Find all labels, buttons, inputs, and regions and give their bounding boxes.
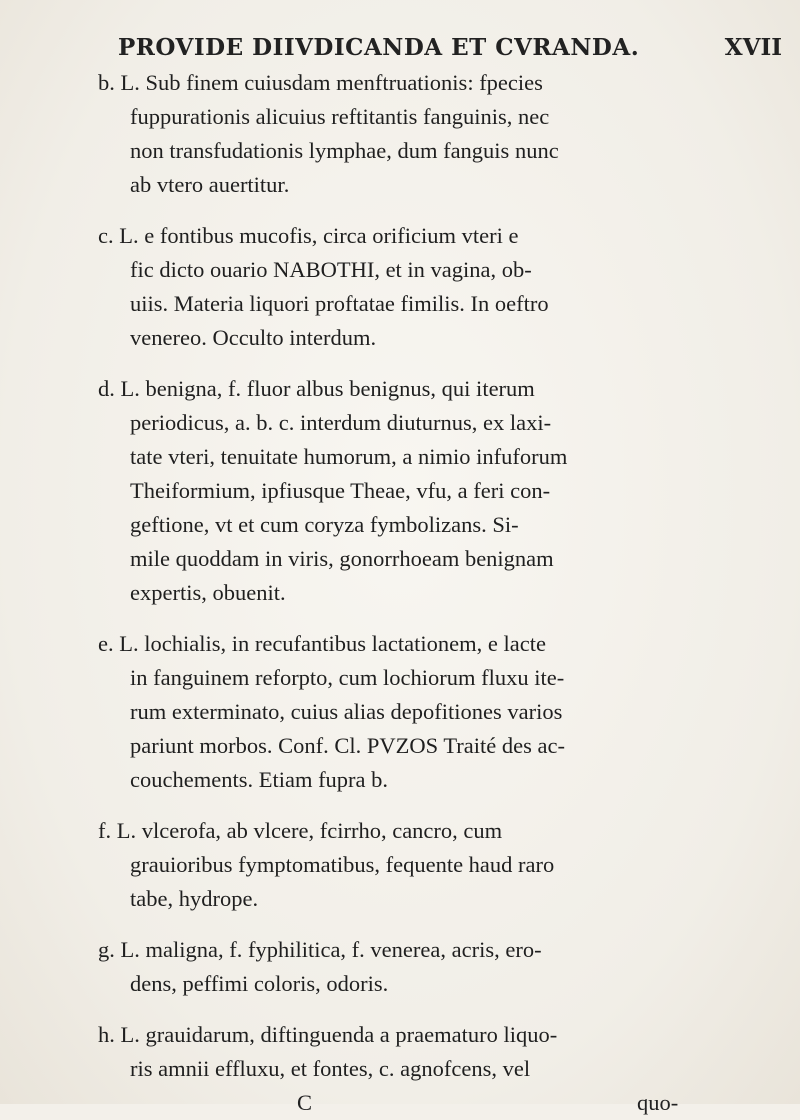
entry-line: in fanguinem reforpto, cum lochiorum fluxu ite- xyxy=(130,665,565,690)
entry-line: c. L. e fontibus mucofis, circa orificium vteri e xyxy=(98,223,519,248)
entry-line: ab vtero auertitur. xyxy=(130,172,290,197)
entry-line: Theiformium, ipfiusque Theae, vfu, a feri con- xyxy=(130,478,551,503)
entry-h xyxy=(92,1018,782,1120)
entry-g xyxy=(92,933,782,1001)
entry-line: fuppurationis alicuius reftitantis fanguinis, nec xyxy=(130,104,550,129)
entry-line: d. L. benigna, f. fluor albus benignus, qui iterum xyxy=(98,376,535,401)
entry-line: uiis. Materia liquori proftatae fimilis. In oeftro xyxy=(130,291,549,316)
entry-line: venereo. Occulto interdum. xyxy=(130,325,377,350)
entry-line: periodicus, a. b. c. interdum diuturnus, ex laxi- xyxy=(130,410,552,435)
entry-line: e. L. lochialis, in recufantibus lactationem, e lacte xyxy=(98,631,546,656)
entry-line: fic dicto ouario NABOTHI, et in vagina, ob- xyxy=(130,257,532,282)
text-block xyxy=(92,66,782,1120)
entry-line: grauioribus fymptomatibus, fequente haud raro xyxy=(130,852,555,877)
running-title: PROVIDE DIIVDICANDA ET CVRANDA. xyxy=(118,34,640,61)
page-number: XVII xyxy=(724,34,782,61)
running-head xyxy=(118,34,790,64)
entry-line: couchements. Etiam fupra b. xyxy=(130,767,389,792)
entry-line: expertis, obuenit. xyxy=(130,580,286,605)
entry-b xyxy=(92,66,782,202)
entry-line: ris amnii effluxu, et fontes, c. agnofcens, vel xyxy=(130,1056,531,1081)
entry-line: rum exterminato, cuius alias depofitiones varios xyxy=(130,699,563,724)
entry-line: tabe, hydrope. xyxy=(130,886,259,911)
entry-line: tate vteri, tenuitate humorum, a nimio infuforum xyxy=(130,444,568,469)
entry-line: dens, peffimi coloris, odoris. xyxy=(130,971,389,996)
signature-mark: C xyxy=(297,1090,313,1115)
entry-line: f. L. vlcerofa, ab vlcere, fcirrho, cancro, cum xyxy=(98,818,503,843)
entry-line: mile quoddam in viris, gonorrhoeam benignam xyxy=(130,546,554,571)
entry-d xyxy=(92,372,782,610)
entry-line: non transfudationis lymphae, dum fanguis nunc xyxy=(130,138,559,163)
entry-line: b. L. Sub finem cuiusdam menftruationis: fpecies xyxy=(98,70,543,95)
entry-line: g. L. maligna, f. fyphilitica, f. venerea, acris, ero- xyxy=(98,937,542,962)
catchword: quo- xyxy=(637,1090,679,1115)
entry-line: pariunt morbos. Conf. Cl. PVZOS Traité des ac- xyxy=(130,733,565,758)
entry-e xyxy=(92,627,782,797)
entry-f xyxy=(92,814,782,916)
entry-c xyxy=(92,219,782,355)
signature-line xyxy=(92,1086,782,1120)
entry-line: h. L. grauidarum, diftinguenda a praematuro liquo- xyxy=(98,1022,558,1047)
entry-line: geftione, vt et cum coryza fymbolizans. Si- xyxy=(130,512,519,537)
